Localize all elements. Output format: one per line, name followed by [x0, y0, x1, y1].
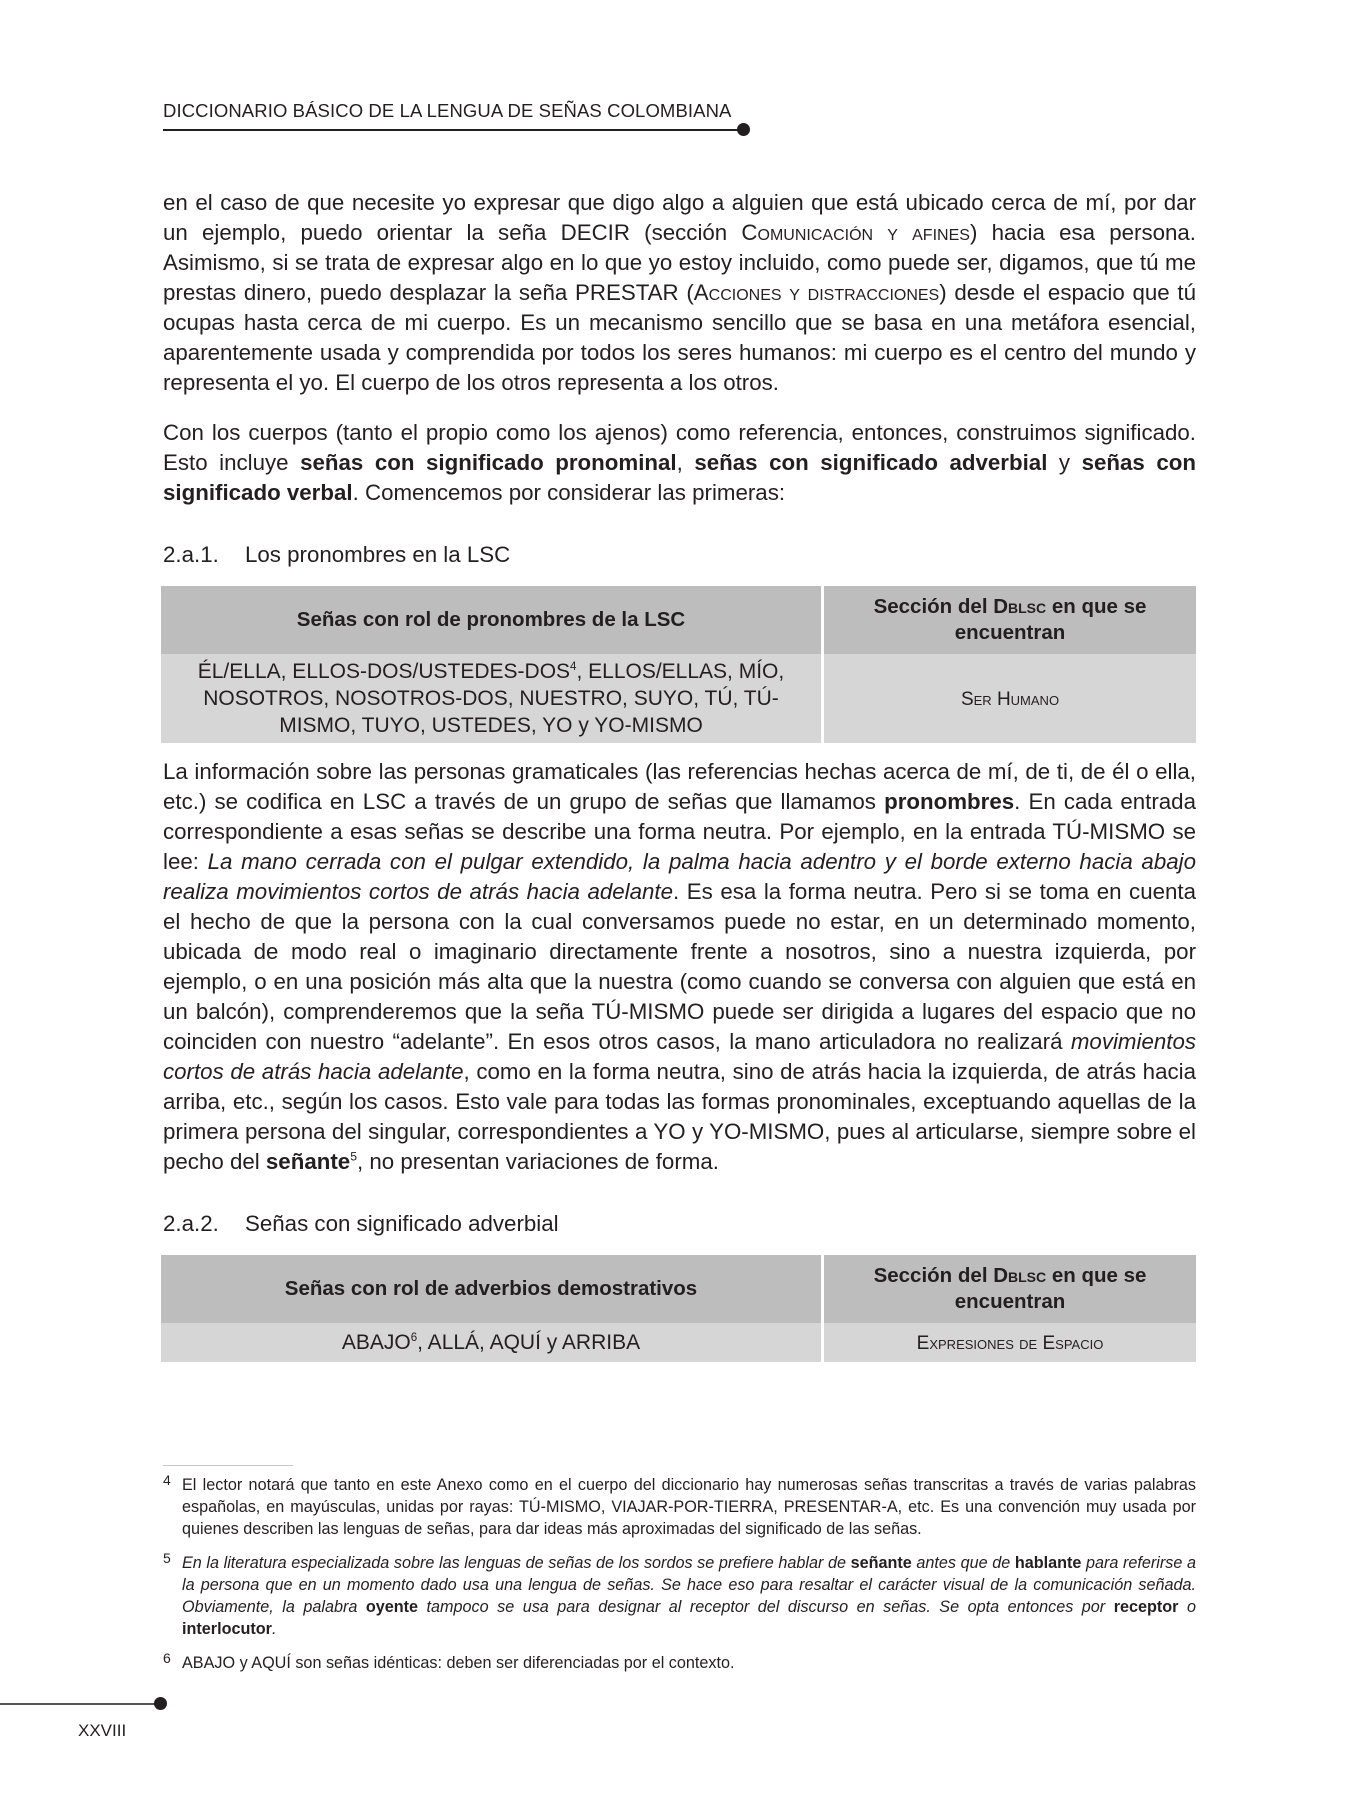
footnote-6: 6 ABAJO y AQUÍ son señas idénticas: deben ser diferenciadas por el contexto.: [163, 1650, 735, 1672]
footnote-4: 4 El lector notará que tanto en este Anexo como en el cuerpo del diccionario hay numerosas señas transcritas a través de varias palabras españolas, en mayúsculas, unidas por rayas: TÚ-MISMO, VIAJAR-POR-TIERRA, PRESENTAR-A, etc. Es una convención muy usada por quienes describen las lenguas de señas, para dar ideas más aproximadas del significado de las señas.: [163, 1472, 1196, 1538]
table-cell: ABAJO$^6$, ALLÁ, AQUÍ y ARRIBA: [161, 1323, 823, 1362]
table-header-row: [161, 1255, 1196, 1323]
table-header-cell: Señas con rol de pronombres de la LSC: [161, 586, 823, 654]
table-cell: Ser Humano: [823, 654, 1197, 743]
footer-rule: [0, 1703, 160, 1705]
footnote-ref[interactable]: 4: [570, 661, 577, 673]
header-rule: [163, 129, 741, 131]
table-cell: ÉL/ELLA, ELLOS-DOS/USTEDES-DOS$^4$, ELLOS/ELLAS, MÍO, NOSOTROS, NOSOTROS-DOS, NUESTRO, SUYO, TÚ, TÚ-MISMO, TUYO, USTEDES, YO y YO-MISMO: [161, 654, 823, 743]
adverbs-table: [161, 1255, 1196, 1362]
section-reference: Acciones y distracciones: [693, 280, 940, 305]
table-header-row: [161, 586, 1196, 654]
footnote-ref[interactable]: 5: [350, 1149, 358, 1164]
pronouns-table: [161, 586, 1196, 743]
header-dot-ornament: [737, 123, 750, 136]
table-header-cell: Sección del Dblsc en que se encuentran: [823, 586, 1197, 654]
footnote-ref[interactable]: 6: [410, 1332, 418, 1344]
footnote-separator: [163, 1465, 293, 1466]
table-row: [161, 654, 1196, 743]
table-header-cell: Sección del Dblsc en que se encuentran: [823, 1255, 1197, 1323]
table-cell: Expresiones de Espacio: [823, 1323, 1197, 1362]
paragraph-2: Con los cuerpos (tanto el propio como los ajenos) como referencia, entonces, construimos significado. Esto incluye señas con significado pronominal, señas con significado adverbial y señas con significado verbal. Comencemos por considerar las primeras:: [163, 420, 1196, 505]
footnote-5: 5 En la literatura especializada sobre las lenguas de señas de los sordos se prefiere hablar de señante antes que de hablante para referirse a la persona que en un momento dado usa una lengua de señas. Se hace eso para resaltar el carácter visual de la comunicación señada. Obviamente, la palabra oyente tampoco se usa para designar al receptor del discurso en señas. Se opta entonces por receptor o interlocutor.: [163, 1550, 1197, 1638]
paragraph-1: en el caso de que necesite yo expresar que digo algo a alguien que está ubicado cerca de mí, por dar un ejemplo, puedo orientar la seña DECIR (sección Comunicación y afines) hacia esa persona. Asimismo, si se trata de expresar algo en lo que yo estoy incluido, como puede ser, digamos, que tú me prestas dinero, puedo desplazar la seña PRESTAR (Acciones y distracciones) desde el espacio que tú ocupas hasta cerca de mi cuerpo. Es un mecanismo sencillo que se basa en una metáfora esencial, aparentemente usada y comprendida por todos los seres humanos: mi cuerpo es el centro del mundo y representa el yo. El cuerpo de los otros representa a los otros.: [163, 190, 1196, 395]
section-heading-adverbial: 2.a.2. Señas con significado adverbial: [163, 1211, 559, 1236]
table-header-cell: Señas con rol de adverbios demostrativos: [161, 1255, 823, 1323]
section-reference: Comunicación y afines: [741, 220, 970, 245]
paragraph-3: La información sobre las personas gramaticales (las referencias hechas acerca de mí, de ti, de él o ella, etc.) se codifica en LSC a través de un grupo de señas que llamamos pronombres. En cada entrada correspondiente a esas señas se describe una forma neutra. Por ejemplo, en la entrada TÚ-MISMO se lee: La mano cerrada con el pulgar extendido, la palma hacia adentro y el borde externo hacia abajo realiza movimientos cortos de atrás hacia adelante. Es esa la forma neutra. Pero si se toma en cuenta el hecho de que la persona con la cual conversamos puede no estar, en un determinado momento, ubicada de modo real o imaginario directamente frente a nosotros, sino a nuestra izquierda, por ejemplo, o en una posición más alta que la nuestra (como cuando se conversa con alguien que está en un balcón), comprenderemos que la seña TÚ-MISMO puede ser dirigida a lugares del espacio que no coinciden con nuestro “adelante”. En esos otros casos, la mano articuladora no realizará movimientos cortos de atrás hacia adelante, como en la forma neutra, sino de atrás hacia la izquierda, de atrás hacia arriba, etc., según los casos. Esto vale para todas las formas pronominales, exceptuando aquellas de la primera persona del singular, correspondientes a YO y YO-MISMO, pues al articularse, siempre sobre el pecho del señante$^5$, no presentan variaciones de forma.: [163, 759, 1196, 1174]
footnotes: [163, 1474, 1196, 1686]
running-head-title: DICCIONARIO BÁSICO DE LA LENGUA DE SEÑAS COLOMBIANA: [163, 100, 732, 121]
footer-dot-ornament: [154, 1697, 167, 1710]
main-content: [163, 188, 1196, 1362]
table-row: [161, 1323, 1196, 1362]
page-number: XXVIII: [78, 1721, 127, 1740]
section-heading-pronombres: 2.a.1. Los pronombres en la LSC: [163, 542, 511, 567]
